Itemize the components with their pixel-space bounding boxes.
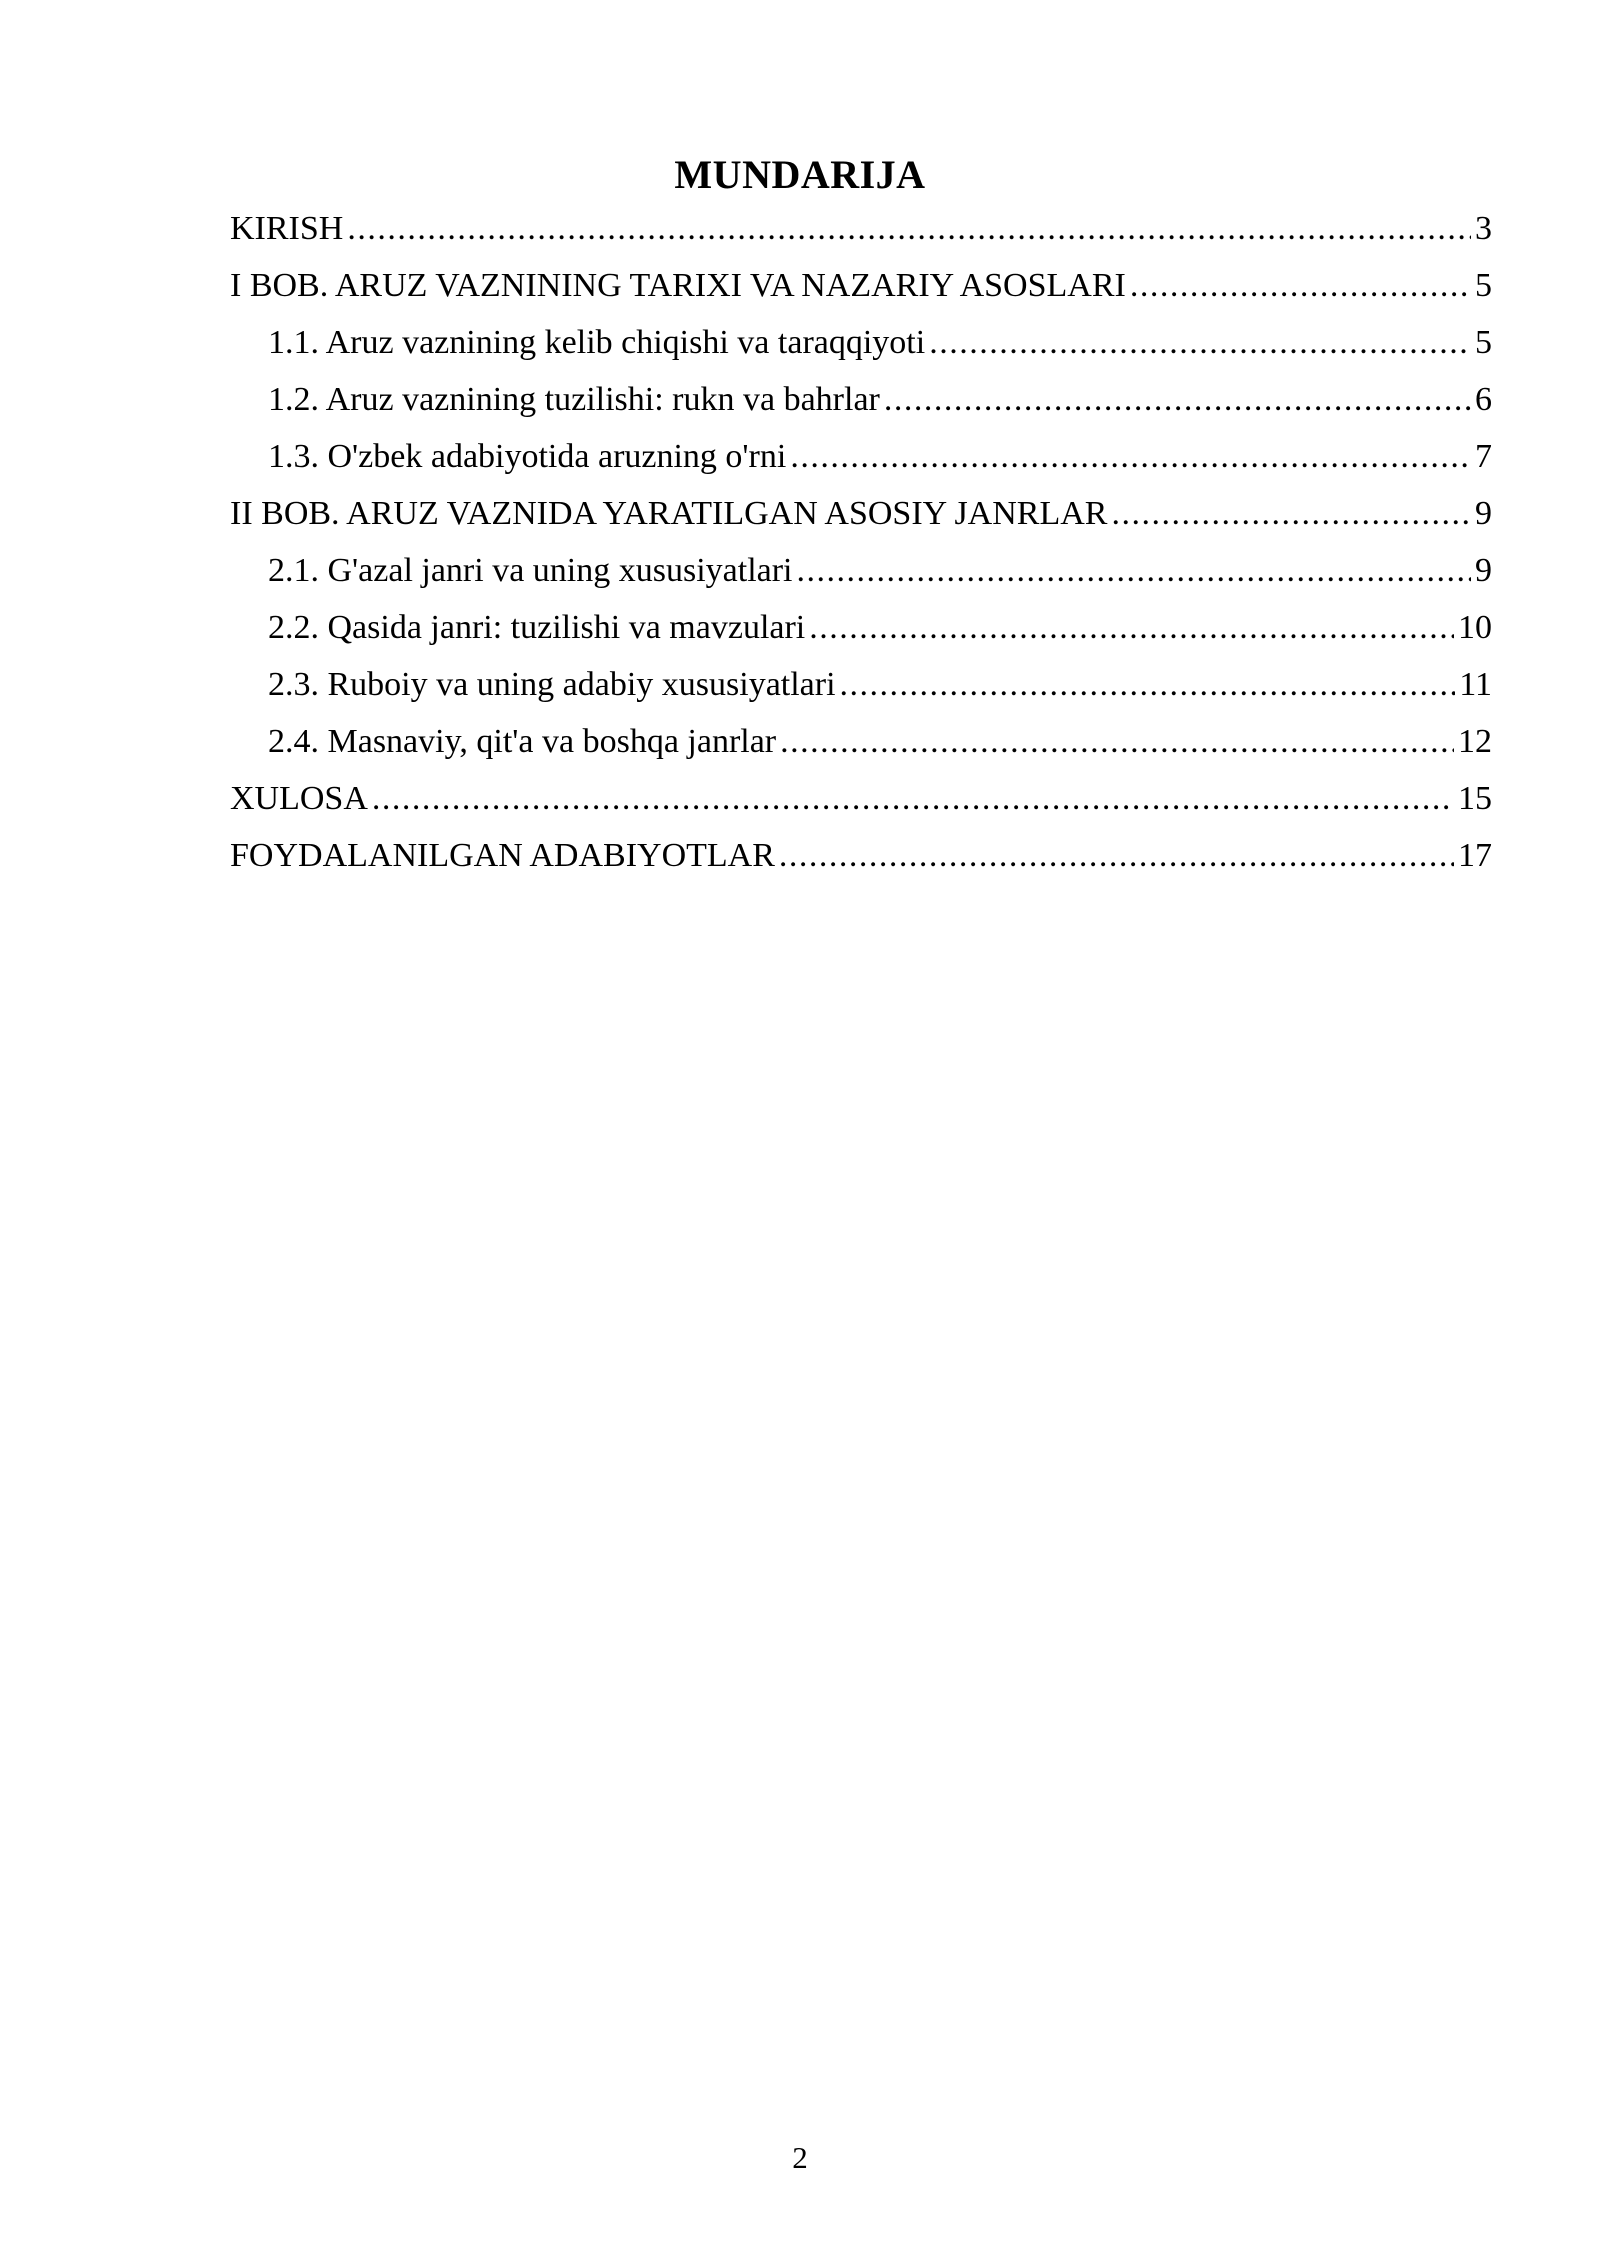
toc-entry-page: 10 [1458, 609, 1492, 646]
toc-entry-page: 17 [1458, 837, 1492, 874]
toc-dot-leader [790, 432, 1471, 482]
toc-dot-leader [779, 831, 1454, 881]
toc-entry-page: 9 [1475, 495, 1492, 532]
toc-entry-section-2-2[interactable] [230, 603, 1492, 660]
toc-entry-page: 3 [1475, 210, 1492, 247]
toc-entry-section-1-1[interactable] [230, 318, 1492, 375]
toc-entry-label: KIRISH [230, 210, 344, 247]
toc-entry-label: XULOSA [230, 780, 368, 817]
toc-dot-leader [780, 717, 1454, 767]
toc-entry-page: 11 [1459, 666, 1492, 703]
toc-dot-leader [809, 603, 1454, 653]
page-number: 2 [792, 2140, 808, 2175]
toc-dot-leader [1111, 489, 1471, 539]
toc-entry-label: 1.3. O'zbek adabiyotida aruzning o'rni [268, 438, 787, 475]
toc-entry-references[interactable] [230, 831, 1492, 888]
toc-entry-section-2-3[interactable] [230, 660, 1492, 717]
page-title: MUNDARIJA [674, 152, 926, 197]
toc-dot-leader [372, 774, 1454, 824]
toc-dot-leader [1130, 261, 1471, 311]
toc-entry-page: 7 [1475, 438, 1492, 475]
table-of-contents [230, 204, 1492, 888]
toc-entry-page: 12 [1458, 723, 1492, 760]
toc-entry-section-1-2[interactable] [230, 375, 1492, 432]
toc-dot-leader [884, 375, 1471, 425]
toc-entry-xulosa[interactable] [230, 774, 1492, 831]
toc-entry-page: 9 [1475, 552, 1492, 589]
toc-entry-label: II BOB. ARUZ VAZNIDA YARATILGAN ASOSIY JANRLAR [230, 495, 1108, 532]
toc-dot-leader [840, 660, 1456, 710]
toc-entry-section-2-4[interactable] [230, 717, 1492, 774]
toc-entry-page: 6 [1475, 381, 1492, 418]
toc-entry-chapter-2[interactable] [230, 489, 1492, 546]
toc-entry-section-2-1[interactable] [230, 546, 1492, 603]
toc-entry-section-1-3[interactable] [230, 432, 1492, 489]
toc-entry-label: 2.4. Masnaviy, qit'a va boshqa janrlar [268, 723, 777, 760]
toc-entry-label: 1.2. Aruz vaznining tuzilishi: rukn va bahrlar [268, 381, 880, 418]
toc-dot-leader [347, 204, 1471, 254]
toc-dot-leader [797, 546, 1472, 596]
toc-dot-leader [929, 318, 1471, 368]
toc-entry-page: 5 [1475, 267, 1492, 304]
toc-entry-label: 1.1. Aruz vaznining kelib chiqishi va taraqqiyoti [268, 324, 926, 361]
toc-entry-label: I BOB. ARUZ VAZNINING TARIXI VA NAZARIY ASOSLARI [230, 267, 1126, 304]
toc-entry-label: 2.2. Qasida janri: tuzilishi va mavzulari [268, 609, 806, 646]
toc-entry-page: 5 [1475, 324, 1492, 361]
toc-entry-label: 2.3. Ruboiy va uning adabiy xususiyatlari [268, 666, 836, 703]
toc-entry-page: 15 [1458, 780, 1492, 817]
toc-entry-kirish[interactable] [230, 204, 1492, 261]
toc-entry-chapter-1[interactable] [230, 261, 1492, 318]
toc-entry-label: FOYDALANILGAN ADABIYOTLAR [230, 837, 775, 874]
toc-entry-label: 2.1. G'azal janri va uning xususiyatlari [268, 552, 793, 589]
